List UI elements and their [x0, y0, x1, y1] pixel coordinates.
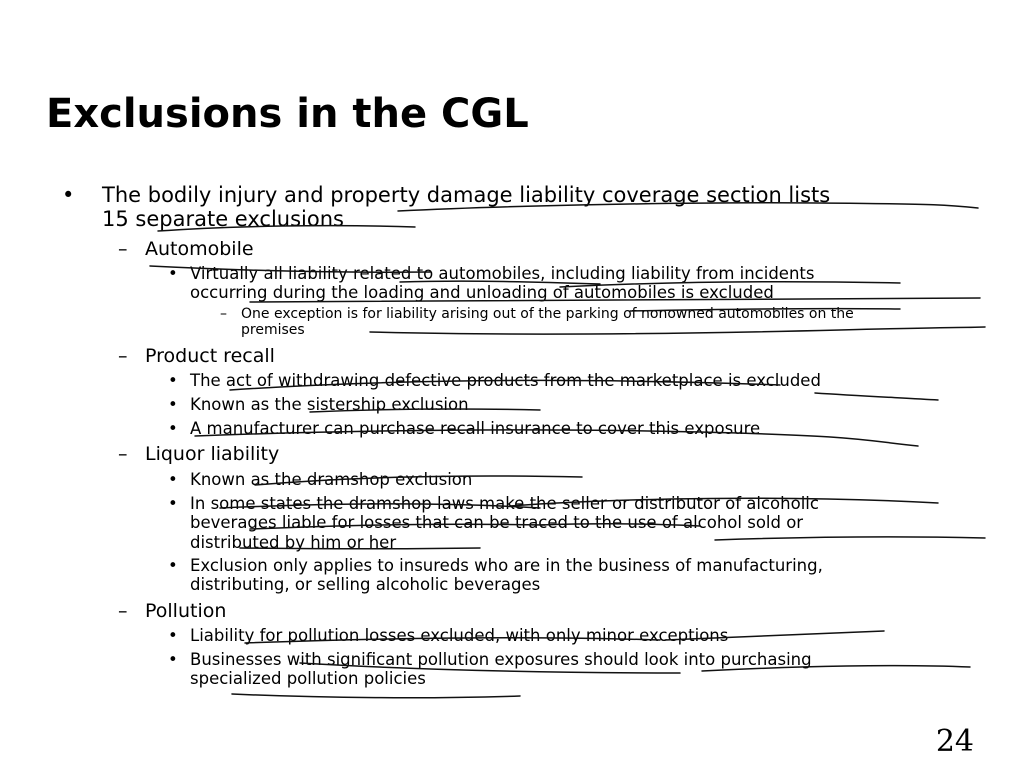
list-item-line: Known as the dramshop exclusion [190, 470, 473, 489]
dash-marker: – [118, 443, 128, 465]
bullet-marker: • [168, 371, 178, 390]
list-item-line: Virtually all liability related to automobiles, including liability from incidents [190, 264, 815, 283]
page-number: 24 [935, 724, 974, 759]
list-item-line: The act of withdrawing defective products from the marketplace is excluded [190, 371, 821, 390]
section-heading-automobile: Automobile [145, 238, 254, 260]
list-item-line: distributing, or selling alcoholic beverages [190, 575, 541, 594]
list-item-line: occurring during the loading and unloading of automobiles is excluded [190, 283, 774, 302]
bullet-marker: • [168, 395, 178, 414]
section-heading-product-recall: Product recall [145, 345, 275, 367]
list-item-line: A manufacturer can purchase recall insurance to cover this exposure [190, 419, 761, 438]
list-item-line: In some states the dramshop laws make the seller or distributor of alcoholic [190, 494, 819, 513]
dash-marker: – [118, 238, 128, 260]
list-item-line: beverages liable for losses that can be traced to the use of alcohol sold or [190, 513, 804, 532]
bullet-marker: • [168, 556, 178, 575]
main-point-line: The bodily injury and property damage liability coverage section lists [102, 183, 831, 207]
bullet-marker: • [168, 626, 178, 645]
list-item-line: Liability for pollution losses excluded, with only minor exceptions [190, 626, 729, 645]
dash-marker: – [118, 345, 128, 367]
dash-marker: – [118, 600, 128, 622]
list-item-line: Businesses with significant pollution exposures should look into purchasing [190, 650, 812, 669]
slide-title: Exclusions in the CGL [46, 91, 529, 137]
sub-item-line: One exception is for liability arising out of the parking of nonowned automobiles on the [241, 306, 854, 322]
list-item-line: specialized pollution policies [190, 669, 426, 688]
bullet-marker: • [168, 494, 178, 513]
bullet-marker: • [62, 183, 75, 207]
ink-underline [232, 694, 520, 698]
list-item-line: distributed by him or her [190, 533, 397, 552]
ink-underline [815, 393, 938, 400]
section-heading-pollution: Pollution [145, 600, 227, 622]
list-item-line: Exclusion only applies to insureds who are in the business of manufacturing, [190, 556, 823, 575]
bullet-marker: • [168, 264, 178, 283]
main-point-line: 15 separate exclusions [102, 207, 344, 231]
section-heading-liquor-liability: Liquor liability [145, 443, 280, 465]
bullet-marker: • [168, 419, 178, 438]
dash-marker: – [220, 306, 227, 322]
ink-underline [370, 327, 985, 334]
bullet-marker: • [168, 650, 178, 669]
list-item-line: Known as the sistership exclusion [190, 395, 469, 414]
ink-underline [715, 537, 985, 540]
sub-item-line: premises [241, 322, 305, 338]
bullet-marker: • [168, 470, 178, 489]
